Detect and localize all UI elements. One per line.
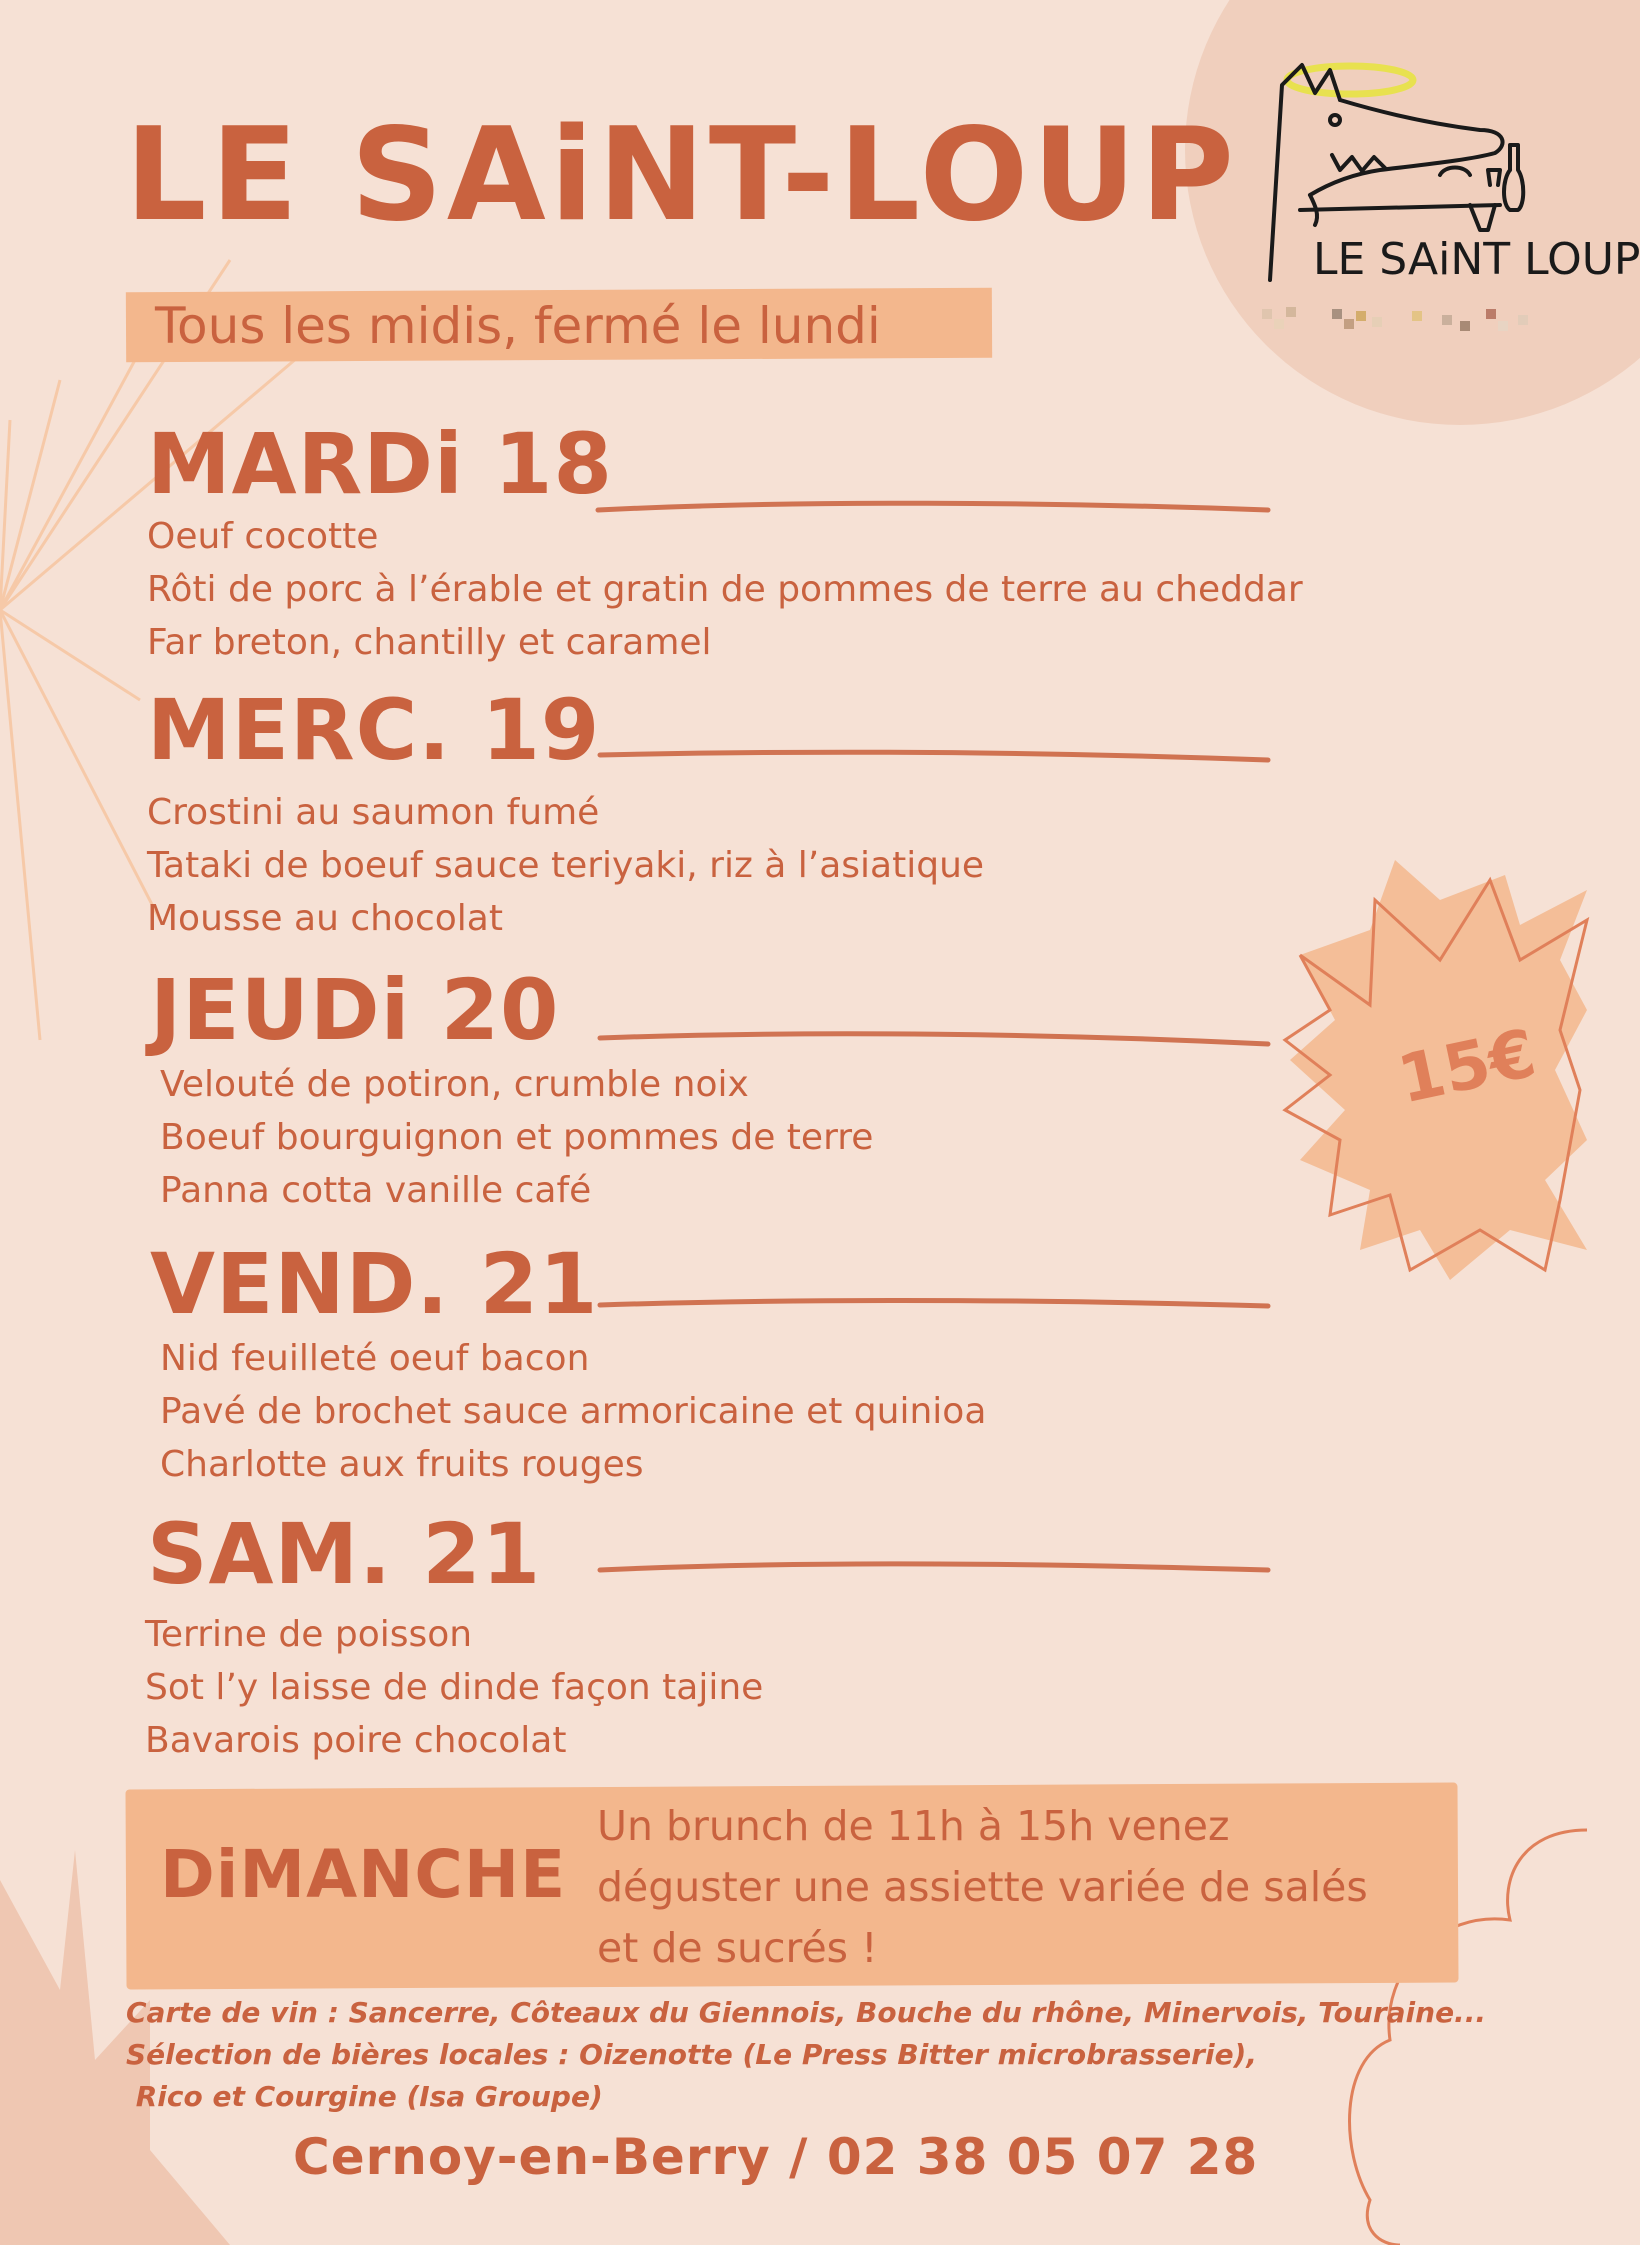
dish-main: Tataki de boeuf sauce teriyaki, riz à l’asiatique xyxy=(147,845,985,886)
day-menu-vendredi xyxy=(160,1332,986,1491)
drinks-notes xyxy=(126,1992,1486,2118)
day-title-mercredi: MERC. 19 xyxy=(147,681,601,779)
dish-dessert: Bavarois poire chocolat xyxy=(145,1720,567,1761)
dish-dessert: Panna cotta vanille café xyxy=(160,1170,592,1211)
wine-list: Carte de vin : Sancerre, Côteaux du Giennois, Bouche du rhône, Minervois, Touraine... xyxy=(126,1996,1486,2029)
day-title-vendredi: VEND. 21 xyxy=(150,1235,599,1333)
beer-list-line2: Rico et Courgine (Isa Groupe) xyxy=(126,2080,603,2113)
dish-main: Rôti de porc à l’érable et gratin de pommes de terre au cheddar xyxy=(147,569,1303,610)
dish-main: Boeuf bourguignon et pommes de terre xyxy=(160,1117,874,1158)
wolf-with-halo-icon xyxy=(1240,45,1570,345)
dish-starter: Crostini au saumon fumé xyxy=(147,792,600,833)
price-label: 15€ xyxy=(1391,1014,1543,1119)
dish-starter: Oeuf cocotte xyxy=(147,516,379,557)
sunday-title: DiMANCHE xyxy=(160,1836,567,1913)
dish-dessert: Far breton, chantilly et caramel xyxy=(147,622,712,663)
day-menu-jeudi xyxy=(160,1058,873,1217)
dish-starter: Terrine de poisson xyxy=(145,1614,473,1655)
subtitle: Tous les midis, fermé le lundi xyxy=(155,297,881,355)
page-title: LE SAiNT-LOUP xyxy=(125,101,1238,250)
logo-text: LE SAiNT LOUP xyxy=(1313,234,1640,285)
day-menu-mardi xyxy=(147,510,1303,669)
day-title-jeudi: JEUDi 20 xyxy=(150,961,560,1059)
dish-starter: Nid feuilleté oeuf bacon xyxy=(160,1338,590,1379)
logo xyxy=(1240,45,1570,345)
dish-dessert: Mousse au chocolat xyxy=(147,898,503,939)
dish-dessert: Charlotte aux fruits rouges xyxy=(160,1444,644,1485)
dish-main: Pavé de brochet sauce armoricaine et quinioa xyxy=(160,1391,987,1432)
day-title-mardi: MARDi 18 xyxy=(147,415,613,513)
contact-info: Cernoy-en-Berry / 02 38 05 07 28 xyxy=(293,2128,1259,2186)
day-title-samedi: SAM. 21 xyxy=(147,1505,542,1603)
day-menu-samedi xyxy=(145,1608,763,1767)
dish-starter: Velouté de potiron, crumble noix xyxy=(160,1064,749,1105)
beer-list-line1: Sélection de bières locales : Oizenotte (Le Press Bitter microbrasserie), xyxy=(126,2038,1257,2071)
sunday-brunch-text: Un brunch de 11h à 15h venez déguster une assiette variée de salés et de sucrés ! xyxy=(597,1802,1368,1972)
day-menu-mercredi xyxy=(147,786,984,945)
dish-main: Sot l’y laisse de dinde façon tajine xyxy=(145,1667,764,1708)
logo-pixel-decoration xyxy=(1262,305,1552,345)
